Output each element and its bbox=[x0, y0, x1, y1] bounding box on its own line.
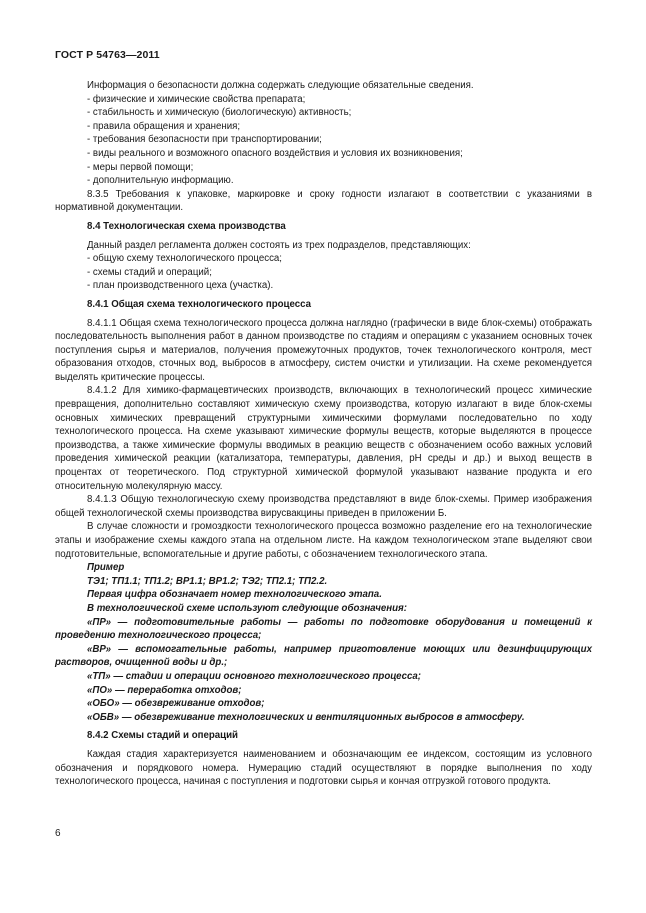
example-definition: «ВР» — вспомогательные работы, например приготовление моющих или дезинфицирующих растворов, очищенной воды и др.; bbox=[55, 643, 592, 669]
page-number: 6 bbox=[55, 828, 61, 839]
example-designations: В технологической схеме используют следующие обозначения: bbox=[87, 602, 407, 614]
safety-item: - физические и химические свойства препарата; bbox=[87, 93, 306, 105]
paragraph-8-4-1-3: 8.4.1.3 Общую технологическую схему производства представляют в виде блок-схемы. Пример изображения общей технологической схемы производства вирусвакцины приведен в приложении Б. bbox=[55, 494, 592, 519]
example-definition: «ТП» — стадии и операции основного технологического процесса; bbox=[87, 670, 422, 682]
example-definition: «ОБВ» — обезвреживание технологических и вентиляционных выбросов в атмосферу. bbox=[87, 711, 525, 723]
example-first-digit: Первая цифра обозначает номер технологического этапа. bbox=[87, 589, 382, 601]
safety-item: - стабильность и химическую (биологическую) активность; bbox=[87, 107, 352, 119]
section-heading-8-4-1: 8.4.1 Общая схема технологического процесса bbox=[87, 298, 312, 310]
example-definition: «ПР» — подготовительные работы — работы по подготовке оборудования и помещений к проведению технологического процесса; bbox=[55, 616, 592, 642]
document-header: ГОСТ Р 54763—2011 bbox=[55, 49, 160, 61]
safety-intro: Информация о безопасности должна содержать следующие обязательные сведения. bbox=[87, 80, 474, 91]
paragraph-8-4-1-1: 8.4.1.1 Общая схема технологического процесса должна наглядно (графически в виде блок-схемы) отображать последовательность выполнения работ в данном производстве по стадиям и операциям с указанием основных точек поступления сырья и материалов, получения промежуточных продуктов, точек технологического контроля, мест образования отходов, сточных вод, выбросов в атмосферу, систем очистки и утилизации. На схеме рекомендуется выделять критические процессы. bbox=[55, 317, 592, 383]
safety-item: - виды реального и возможного опасного воздействия и условия их возникновения; bbox=[87, 147, 463, 159]
example-codes: ТЭ1; ТП1.1; ТП1.2; ВР1.1; ВР1.2; ТЭ2; ТП2.1; ТП2.2. bbox=[87, 575, 328, 587]
paragraph-8-4-2: Каждая стадия характеризуется наименованием и обозначающим ее индексом, состоящим из условного обозначения и порядкового номера. Нумерацию стадий осуществляют в порядке выполнения по ходу технологического процесса, начиная с поступления и подготовки сырья и кончая отгрузкой готового продукта. bbox=[55, 748, 592, 788]
example-definition: «ОБО» — обезвреживание отходов; bbox=[87, 698, 265, 710]
safety-item: - требования безопасности при транспортировании; bbox=[87, 134, 322, 146]
paragraph-8-3-5: 8.3.5 Требования к упаковке, маркировке и сроку годности излагают в соответствии с указаниями в нормативной документации. bbox=[55, 188, 592, 214]
section-8-4-item: - схемы стадий и операций; bbox=[87, 266, 212, 278]
section-heading-8-4: 8.4 Технологическая схема производства bbox=[87, 220, 286, 232]
section-8-4-intro: Данный раздел регламента должен состоять из трех подразделов, представляющих: bbox=[87, 239, 471, 251]
paragraph-8-4-1-2: 8.4.1.2 Для химико-фармацевтических производств, включающих в технологический процесс химические превращения, дополнительно составляют химическую схему производства, которую излагают в виде блок-схемы основных химических превращений структурными химическими формулами последовательно по ходу технологического процесса. На схеме указывают химические формулы веществ, которые выделяются в процессе производства, а также химические формулы вводимых в реакцию веществ с обозначением особо важных условий проведения химической реакции (катализатора, температуры, давления, pH среды и др.) и выход веществ в процентах от теоретического. Под структурной химической формулой указывают название продукта и его относительную молекулярную массу. bbox=[55, 385, 592, 492]
paragraph-stages-split: В случае сложности и громоздкости технологического процесса возможно разделение его на технологические этапы и изображение схемы каждого этапа на отдельном листе. На каждом технологическом этапе выделяют свои подготовительные, вспомогательные и другие работы, с обозначением технологического этапа. bbox=[55, 521, 592, 560]
document-body bbox=[55, 79, 592, 789]
section-heading-8-4-2: 8.4.2 Схемы стадий и операций bbox=[87, 730, 239, 742]
safety-item: - дополнительную информацию. bbox=[87, 175, 234, 187]
safety-item: - меры первой помощи; bbox=[87, 161, 194, 173]
section-8-4-item: - план производственного цеха (участка). bbox=[87, 280, 274, 292]
section-8-4-item: - общую схему технологического процесса; bbox=[87, 253, 282, 265]
safety-item: - правила обращения и хранения; bbox=[87, 120, 241, 132]
example-label: Пример bbox=[87, 562, 125, 574]
example-definition: «ПО» — переработка отходов; bbox=[87, 684, 242, 696]
